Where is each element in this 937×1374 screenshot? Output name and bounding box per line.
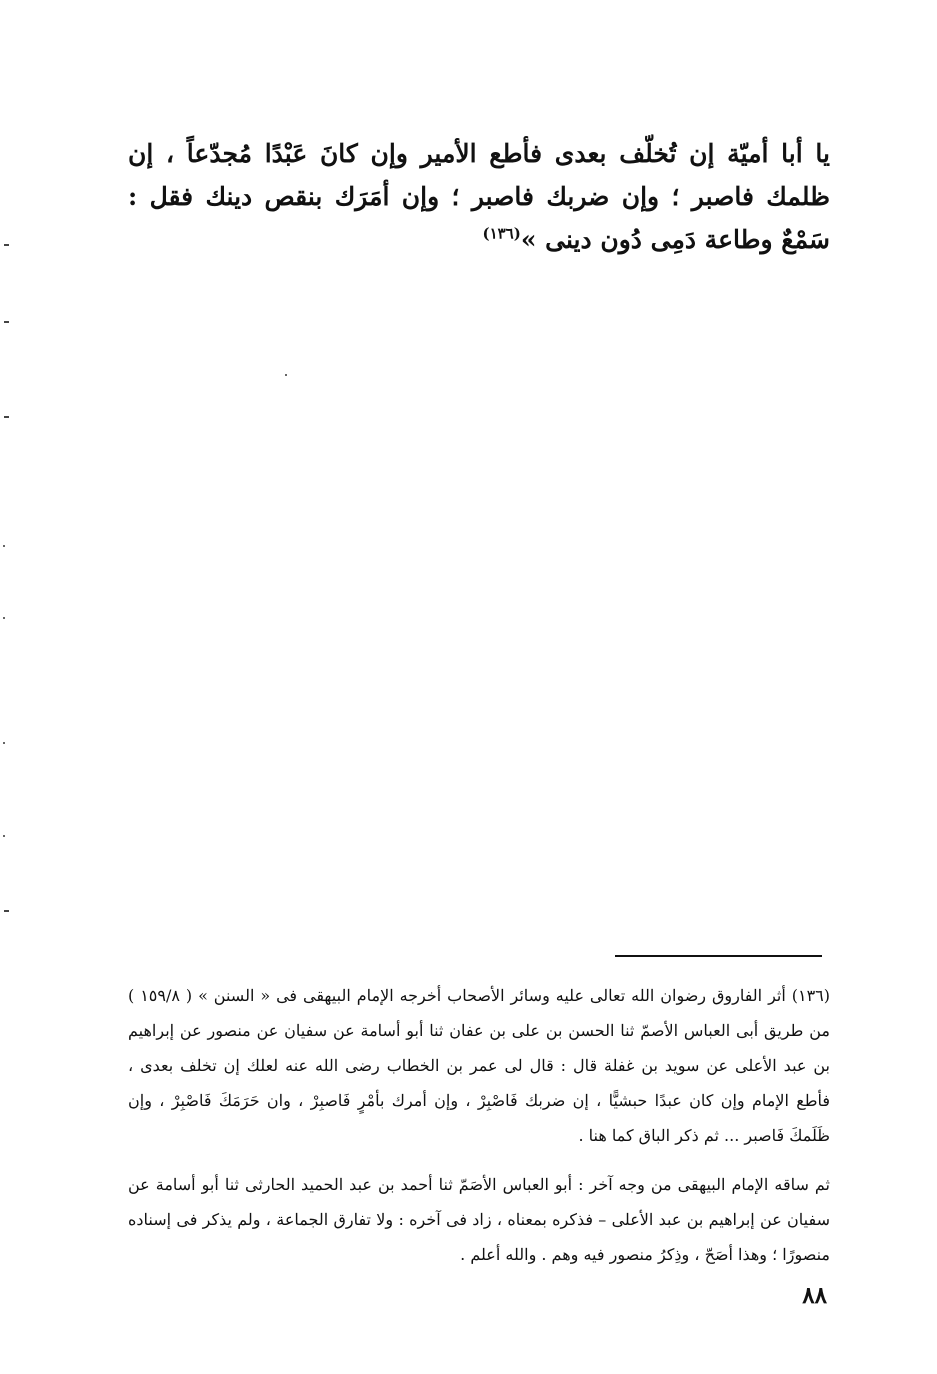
page-number: ٨٨	[802, 1282, 827, 1309]
scan-edge-mark	[4, 244, 9, 246]
scan-speck	[3, 835, 5, 837]
scan-speck	[3, 742, 5, 744]
footnotes-block	[128, 978, 830, 1286]
footnote-reference: (١٣٦)	[482, 224, 521, 243]
scan-edge-mark	[4, 910, 9, 912]
main-paragraph-text: يا أبا أميّة إن تُخلّف بعدى فأطع الأمير وإن كانَ عَبْدًا مُجدّعاً ، إن ظلمك فاصبر ؛ وإن ضربك فاصبر ؛ وإن أمَرَك بنقص دينك فقل : سَمْعٌ وطاعة دَمِى دُون دينى »	[128, 139, 830, 254]
scan-speck	[285, 374, 287, 376]
scan-speck	[3, 617, 5, 619]
scan-edge-mark	[4, 321, 9, 323]
footnote-136: (١٣٦) أثر الفاروق رضوان الله تعالى عليه وسائر الأصحاب أخرجه الإمام البيهقى فى « السنن » ( ١٥٩/٨ ) من طريق أبى العباس الأصمّ ثنا الحسن بن على بن عفان ثنا أبو أسامة عن سفيان عن منصور عن إبراهيم بن عبد الأعلى عن سويد بن غفلة قال : قال لى عمر بن الخطاب رضى الله عنه لعلك إن تخلف بعدى ، فأطع الإمام وإن كان عبدًا حبشيًّا ، إن ضربك فَاصْبِرْ ، وإن أمرك بأمْرٍ فَاصبِرْ ، وان حَرَمَكَ فَاصْبِرْ ، وإن ظَلَمكَ فَاصبر ... ثم ذكر الباق كما هنا .	[128, 986, 831, 1145]
scan-speck	[3, 545, 5, 547]
main-text-block	[128, 132, 830, 261]
footnote-continuation: ثم ساقه الإمام البيهقى من وجه آخر : أبو العباس الأصَمّ ثنا أحمد بن عبد الحميد الحارثى ثنا أبو أسامة عن سفيان عن إبراهيم بن عبد الأعلى – فذكره بمعناه ، زاد فى آخره : ولا تفارق الجماعة ، ولم يذكر فى إسناده منصورًا ؛ وهذا أصَحّ ، وذِكرُ منصور فيه وهم . والله أعلم .	[128, 1175, 830, 1264]
scan-edge-mark	[4, 416, 9, 418]
footnote-separator	[615, 955, 822, 957]
main-paragraph	[128, 132, 830, 261]
